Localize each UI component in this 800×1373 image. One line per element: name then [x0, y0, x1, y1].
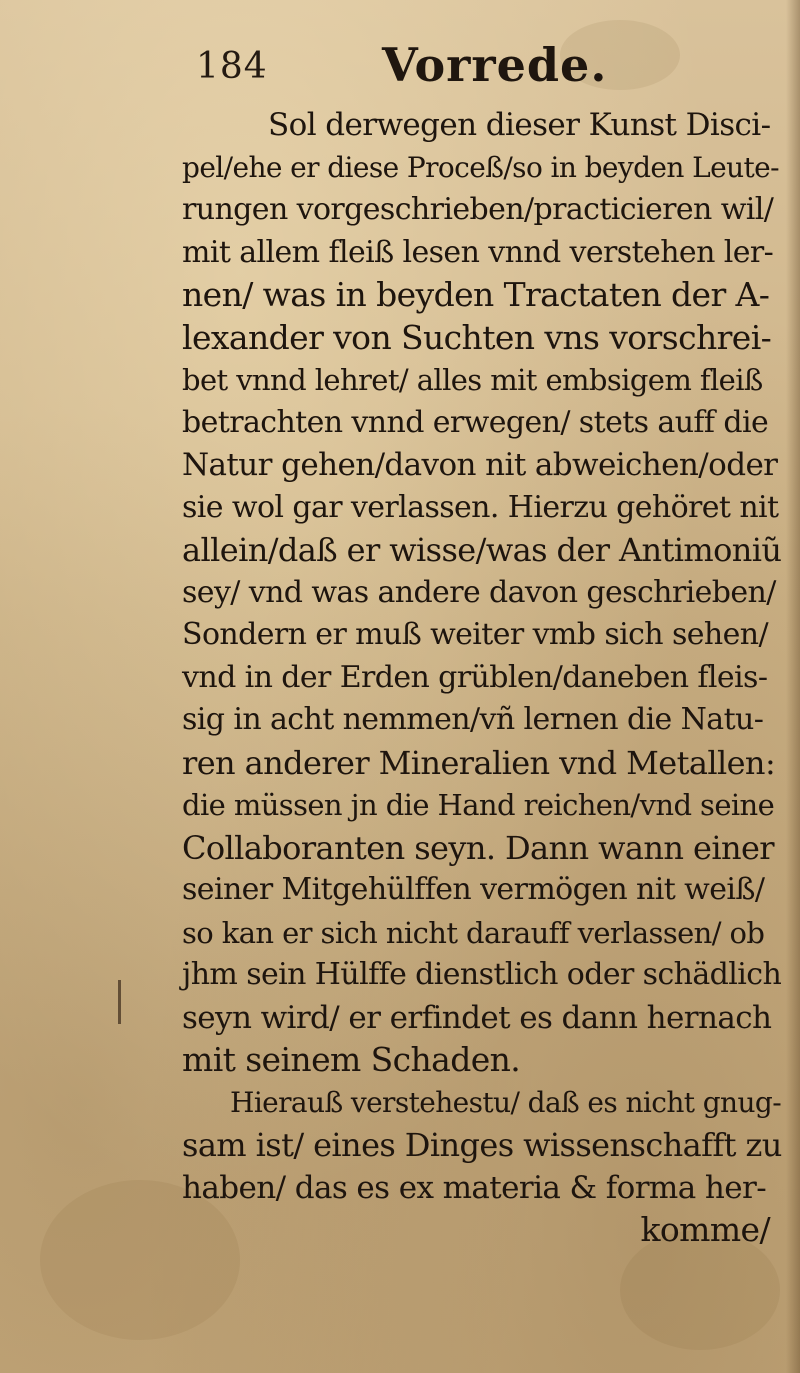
margin-mark	[118, 980, 121, 1024]
text-line: Collaboranten seyn. Dann wann einer	[182, 828, 775, 867]
text-line: so kan er sich nicht darauff verlassen/ ob	[182, 915, 765, 950]
page-header	[196, 38, 756, 98]
text-line: Hierauß verstehestu/ daß es nicht gnug-	[230, 1085, 782, 1119]
text-line: sie wol gar verlassen. Hierzu gehöret nit	[182, 489, 779, 525]
text-line: allein/daß er wisse/was der Antimoniũ	[182, 531, 782, 569]
text-line: seyn wird/ er erfindet es dann hernach	[182, 999, 772, 1036]
text-line: mit allem fleiß lesen vnnd verstehen ler-	[182, 234, 774, 270]
text-line: Natur gehen/davon nit abweichen/oder	[182, 447, 778, 483]
text-line: vnd in der Erden grüblen/daneben fleis-	[182, 659, 768, 695]
page-number: 184	[196, 46, 268, 87]
page-gutter-shadow	[786, 0, 800, 1373]
text-line: jhm sein Hülffe dienstlich oder schädlich	[182, 957, 782, 992]
body-text	[182, 104, 782, 1252]
text-line: bet vnnd lehret/ alles mit embsigem fleiß	[182, 363, 763, 397]
running-head: Vorrede.	[382, 38, 608, 92]
text-line: haben/ das es ex materia & forma her-	[182, 1169, 767, 1206]
text-line: ren anderer Mineralien vnd Metallen:	[182, 743, 776, 782]
text-line: sig in acht nemmen/vñ lernen die Natu-	[182, 702, 764, 737]
text-line: pel/ehe er diese Proceß/so in beyden Leute-	[182, 150, 780, 184]
text-line: rungen vorgeschrieben/practicieren wil/	[182, 192, 774, 227]
text-line: die müssen jn die Hand reichen/vnd seine	[182, 788, 775, 822]
text-line: nen/ was in beyden Tractaten der A-	[182, 275, 770, 314]
text-line: Sondern er muß weiter vmb sich sehen/	[182, 617, 769, 652]
text-line: sam ist/ eines Dinges wissenschafft zu	[182, 1126, 782, 1164]
text-line: Sol derwegen dieser Kunst Disci-	[268, 107, 771, 143]
text-line: betrachten vnnd erwegen/ stets auff die	[182, 404, 769, 440]
text-line: sey/ vnd was andere davon geschrieben/	[182, 574, 776, 610]
text-line: seiner Mitgehülffen vermögen nit weiß/	[182, 872, 765, 907]
text-line: mit seinem Schaden.	[182, 1040, 521, 1079]
catchword: komme/	[640, 1210, 770, 1249]
text-line: lexander von Suchten vns vorschrei-	[182, 317, 772, 357]
